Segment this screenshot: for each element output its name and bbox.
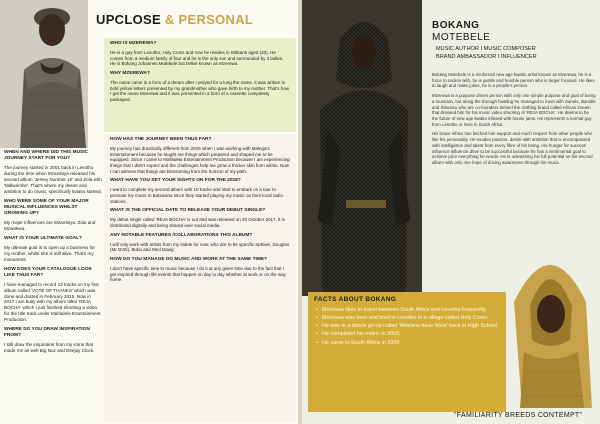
answer: My major influences are Mzambiya, Zola and Mzwekwa.	[4, 220, 96, 231]
facts-box	[308, 292, 506, 412]
interview-intro-box	[104, 38, 296, 132]
profile-roles	[436, 46, 596, 62]
answer: I want to complete my second album with 10 tracks and start to embark on a tour to promote my music in Botswana since they started playing my music on their local radio stations.	[110, 187, 283, 204]
question: WHAT IS YOUR ULTIMATE GOAL?	[4, 235, 82, 241]
answer: I don't have specific time to music because I do it at any given time due to the fact that I get inspired through life events that happen on day to day whether at work or on the way home.	[110, 266, 286, 283]
question: HOW HAS THE JOURNEY BEEN THUS FAR?	[110, 137, 212, 142]
facts-title: FACTS ABOUT BOKANG	[314, 296, 397, 303]
profile-role-line: MUSIC AUTHOR I MUSIC COMPOSER	[436, 46, 536, 52]
bio-paragraph: Mzerewa is a purpose driven person with only one simple purpose and goal of being a musician, but along the through hustling he managed to meet with Sanele, Bandile and Sibusiso who are co-founders behind the clothing brand called African Dream that dressed him for his music video shooting of 'REJA BOCHA'. He deems to be the future of new age kwaito infused with house jams. He represents a normal guy from Lesotho or here in South Africa.	[432, 93, 596, 127]
left-page	[0, 0, 298, 424]
question: WHERE DO YOU DRAW INSPIRATION FROM?	[4, 326, 90, 338]
header-word-upclose: UPCLOSE	[96, 12, 161, 27]
answer: The journey started in 2001 back in Lesotho during the time when Mzambiya released his second album 'Jersey Number 10' and Zola with 'Mdlwembe'. That's where my desire and ambition to do music, specifically kwaito started.	[4, 165, 102, 194]
answer: I have managed to record 13 tracks on my first album called 'VOTE OF THANKS' which was done and dusted in February 2015. Now in 2017 I am busy with my album titled 'REJA BOCHA' which I just finished shooting a video for the title track under Mahlalela Entertainment Production.	[4, 281, 101, 322]
artist-photo-small	[0, 0, 88, 148]
artist-photo-main-illustration	[302, 0, 422, 296]
artist-photo-hooded	[500, 232, 600, 408]
profile-first-name: BOKANG	[432, 20, 480, 31]
answer: My journey has drastically different from 2015 when I was working with Malega's Entertainment because he taught me things which prepared and shaped me to be equipped. Since I came to Mahlalela Entertainment Production because I am experiencing things that I didn't expect and the challenges help me grow a thicker skin from within. Now I can witness that things are blossoming from the horizon of my path.	[110, 146, 290, 174]
answer: I still draw the inspiration from my icons that made me as well Big Nuz and Deejay Clock.	[4, 342, 95, 353]
artist-photo-main	[302, 0, 422, 296]
profile-bio	[432, 72, 596, 170]
answer: My debut single called 'REJA BOCHA' is out and was released on 20 October 2017. It is distributed digitally and being shared over social media.	[110, 217, 286, 228]
answer: I will only work with artists from my stable for now, who are to be specific Sphiwe, Douglas (Mr DVD), Bubu and Med Dawg.	[110, 241, 290, 253]
bio-paragraph: His brave ethics has fetched him support and much respect from other people who like his personality. He exudes passion, desire with ambition that is encompassed with intelligence and talent from every fibre of his being. His hunger for success influence influence drive to be successful because he has a sentimental goal to achieve prior everything he needs. He is unleashing his full potential on his second album with only one hope of driving awareness through his music.	[432, 131, 593, 166]
pull-quote: "FAMILIARITY BREEDS CONTEMPT"	[454, 412, 583, 419]
profile-role-line: BRAND AMBASSADOR I INFLUENCER	[436, 53, 537, 60]
question: WHY MZEREWA?	[110, 71, 150, 76]
fact-item: • He completed his matric in 2003.	[322, 331, 500, 338]
question: WHAT HAVE YOU SET YOUR SIGHTS ON FOR THE 2018?	[110, 178, 241, 184]
header-ampersand: &	[164, 12, 175, 27]
fact-item: • Mzerewa was born and bred in Lesotho in a village called Holy Cross.	[322, 315, 500, 322]
artist-photo-hooded-illustration	[500, 232, 600, 408]
question: WHAT IS THE OFFICIAL DATE TO RELEASE YOUR DEBUT SINGLE?	[110, 208, 266, 214]
section-header	[96, 12, 253, 27]
facts-list	[314, 307, 500, 347]
question: WHO WERE SOME OF YOUR MAJOR MUSICAL INFLUENCES WHILST GROWING UP?	[4, 198, 89, 216]
interview-left-column	[4, 150, 102, 358]
fact-item: • He came to South Africa in 2005	[322, 340, 500, 347]
bio-paragraph: Bokang Motebele is a reinforced new age kwaito artist known as Mzerewa, he is a force to reckon with, he is gentle and humble person who is larger focused. He likes to laugh and make jokes, he is a people's person.	[432, 72, 595, 89]
fact-item: • He was in a dance group called 'Abafana base West' back in High School	[322, 323, 500, 330]
question: WHEN AND WHERE DID THIS MUSIC JOURNEY START FOR YOU?	[4, 150, 89, 162]
answer: My ultimate goal is to open up a business for my mother, whilst she is still alive. That's my monument.	[4, 244, 95, 262]
fact-item: • Mzerewa likes to travel between South Africa and Lesotho frequently.	[322, 307, 500, 314]
answer: The name came in a form of a dream after I prayed for a long the name, it was written in bold yellow letters presented by my grandmother who gave birth to my mother. That's how I got the name Mzerewa and it was presented in a form of a cassette completely packaged.	[110, 80, 289, 102]
header-word-personal: PERSONAL	[178, 12, 254, 27]
question: WHO IS MZEREWA?	[110, 41, 157, 46]
question: HOW DO YOU MANAGE DO MUSIC AND WORK AT THE SAME TIME?	[110, 257, 267, 262]
interview-main-column	[104, 134, 296, 422]
profile-last-name: MOTEBELE	[432, 32, 491, 43]
answer: He is a guy from Lesotho, Holy Cross and now he resides in Witbank aged (33). He comes from a medium family of four and he is the only son and surrounded by 3 ladies. He is Bokang Johannes Motebele but better known as Mzerewa.	[110, 50, 284, 67]
question: ANY NOTABLE FEATURES /COLLABORATIONS THIS ALBUM?	[110, 232, 253, 238]
artist-photo-illustration	[0, 0, 88, 148]
question: HOW DOES YOUR CATALOGUE LOOK LIKE THUS FAR?	[4, 266, 92, 278]
right-page	[302, 0, 600, 424]
